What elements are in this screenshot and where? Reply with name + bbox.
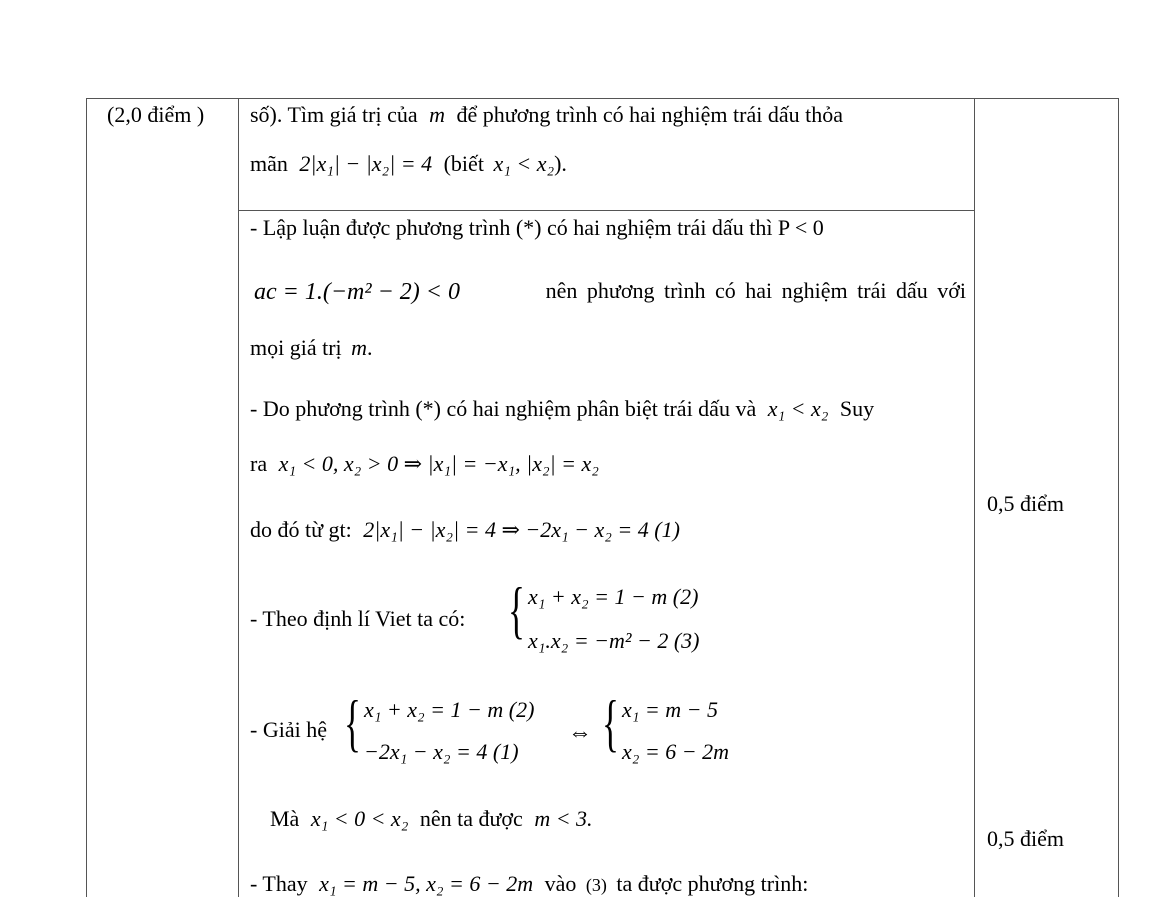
solution-text: ta được phương trình:: [616, 871, 809, 896]
solution-text: do đó từ gt:: [250, 517, 352, 542]
equivalence-symbol: ⇔: [568, 720, 592, 746]
problem-text: (biết: [443, 151, 484, 176]
solution-text: nên ta được: [419, 806, 523, 831]
solution-text: .: [367, 335, 373, 360]
solution-line-10: [250, 873, 808, 895]
solution-line-9: [270, 808, 593, 830]
viet-equation-2: x₁ + x₂ = 1 − m (2): [528, 584, 699, 609]
problem-text: số). Tìm giá trị của: [250, 102, 418, 127]
math-expression: 2|x₁| − |x₂| = 4: [299, 151, 433, 176]
problem-text: để phương trình có hai nghiệm trái dấu thỏa: [456, 102, 843, 127]
system-equation-1: −2x₁ − x₂ = 4 (1): [364, 739, 519, 764]
equation-reference: (3): [585, 875, 607, 895]
column-divider-1: [238, 98, 239, 897]
system-equation-2: x₁ + x₂ = 1 − m (2): [364, 697, 535, 722]
solution-line-1: - Lập luận được phương trình (*) có hai nghiệm trái dấu thì P < 0: [250, 215, 824, 240]
math-var-m: m: [429, 102, 446, 127]
problem-text: ).: [554, 151, 567, 176]
left-brace: {: [344, 687, 361, 758]
solution-text: Suy: [839, 396, 875, 421]
math-expression: x₁ = m − 5, x₂ = 6 − 2m: [319, 871, 534, 896]
problem-line-1: [250, 104, 843, 126]
left-brace: {: [508, 574, 525, 645]
math-expression: x₁ < x₂: [767, 396, 829, 421]
question-score: (2,0 điểm ): [107, 102, 205, 127]
solution-text: - Do phương trình (*) có hai nghiệm phân biệt trái dấu và: [250, 396, 757, 421]
result-x2: x₂ = 6 − 2m: [622, 739, 729, 764]
problem-text: mãn: [250, 151, 288, 176]
math-expression: x₁ < 0 < x₂: [310, 806, 409, 831]
solution-line-2: [254, 280, 966, 304]
left-brace: {: [602, 687, 619, 758]
solution-line-5: [250, 453, 599, 475]
problem-line-2: [250, 153, 567, 175]
math-expression: m < 3.: [534, 806, 593, 831]
math-expression: x₁ < 0, x₂ > 0 ⇒ |x₁| = −x₁, |x₂| = x₂: [278, 451, 599, 476]
math-expression: ac = 1.(−m² − 2) < 0: [254, 279, 460, 305]
table-right-border: [1118, 98, 1119, 897]
solution-line-3: [250, 337, 373, 359]
solution-line-6: [250, 519, 680, 541]
math-expression: x₁ < x₂: [493, 151, 555, 176]
solution-text: vào: [544, 871, 577, 896]
solution-text: Mà: [270, 806, 300, 831]
score-label-2: 0,5 điểm: [987, 826, 1064, 851]
solution-line-4: [250, 398, 874, 420]
row-divider: [238, 210, 974, 211]
math-expression: 2|x₁| − |x₂| = 4 ⇒ −2x₁ − x₂ = 4 (1): [363, 517, 680, 542]
viet-equation-3: x₁.x₂ = −m² − 2 (3): [528, 628, 700, 653]
result-x1: x₁ = m − 5: [622, 697, 718, 722]
solution-text: ra: [250, 451, 268, 476]
table-top-border: [86, 98, 1119, 99]
math-var-m: m: [351, 335, 368, 360]
solution-text: - Thay: [250, 871, 308, 896]
solution-text: nên phương trình có hai nghiệm trái dấu với: [545, 278, 966, 303]
solution-text: mọi giá trị: [250, 335, 342, 360]
score-label-1: 0,5 điểm: [987, 491, 1064, 516]
column-divider-2: [974, 98, 975, 897]
table-left-border: [86, 98, 87, 897]
solution-line-7-label: - Theo định lí Viet ta có:: [250, 606, 466, 631]
solution-line-8-label: - Giải hệ: [250, 717, 327, 742]
